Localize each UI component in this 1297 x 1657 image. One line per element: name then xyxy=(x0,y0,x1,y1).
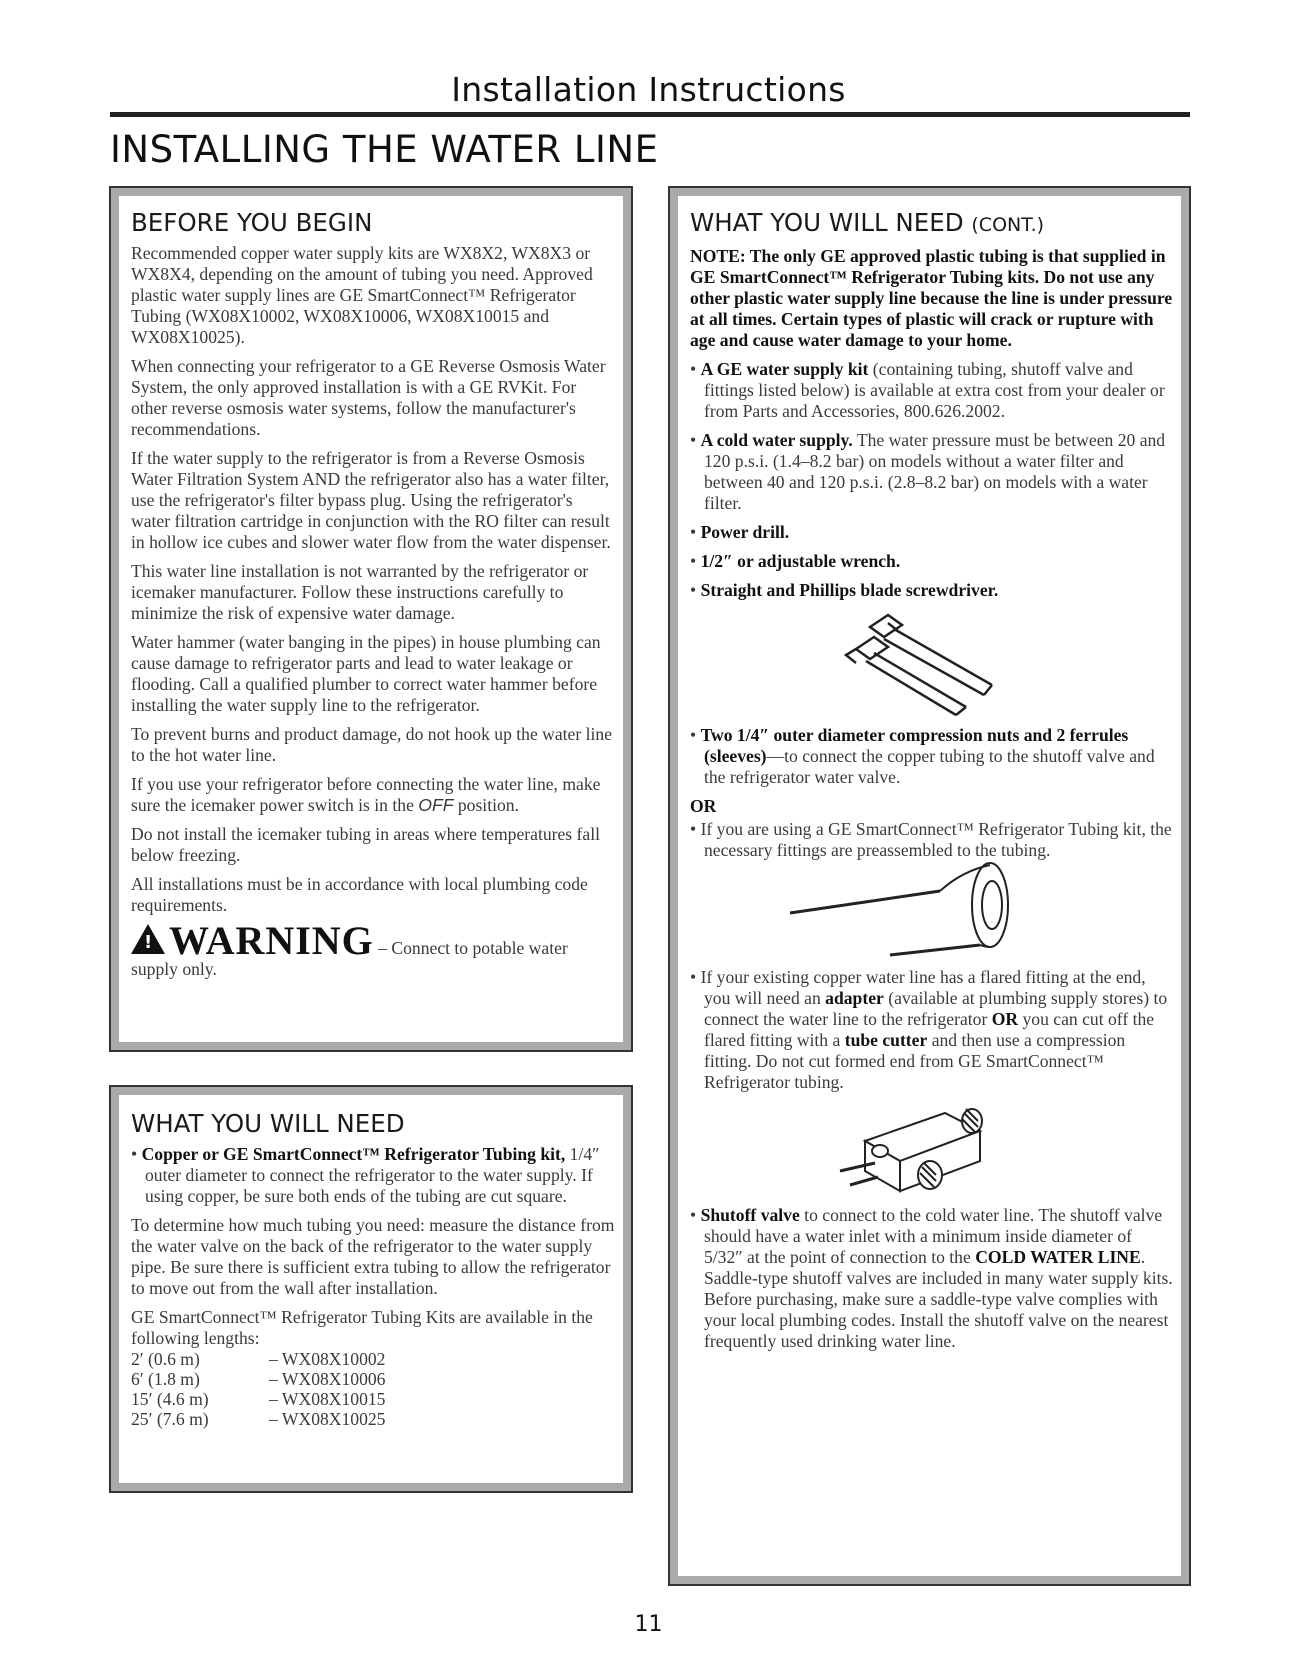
paragraph: Recommended copper water supply kits are WX8X2, WX8X3 or WX8X4, depending on the amount of tubing you need. Approved plastic water supply lines are GE SmartConnect™ Refrigerator Tubing (WX08X10002, WX08X10006, WX08X10015 and WX08X10025). xyxy=(131,243,593,347)
text: you can cut off the flared fitting with a xyxy=(704,1009,1155,1050)
list-item: • If your existing copper water line has a flared fitting at the end, you will need an adapter (available at plumbing supply stores) to connect the water line to the refrigerator OR you can cut off the flared fitting with a tube cutter and then use a compression fitting. Do not cut formed end from GE SmartConnect™ Refrigerator tubing. xyxy=(690,967,1168,1092)
paragraph: To determine how much tubing you need: measure the distance from the water valve on the back of the refrigerator to the water supply pipe. Be sure there is sufficient extra tubing to allow the refrigerator to move out from the wall after installation. xyxy=(131,1215,615,1298)
bold-text: Power drill. xyxy=(700,522,790,542)
text: position. xyxy=(453,795,519,815)
note-text: NOTE: The only GE approved plastic tubing is that supplied in GE SmartConnect™ Refrigerator Tubing kits. Do not use any other plastic water supply line because the line is under pressure at all times. Certain types of plastic will crack or rupture with age and cause water damage to your home. xyxy=(690,246,1173,350)
paragraph: GE SmartConnect™ Refrigerator Tubing Kits are available in the following lengths: xyxy=(131,1307,593,1348)
off-label: OFF xyxy=(418,795,454,815)
list-item: • Copper or GE SmartConnect™ Refrigerator Tubing kit, 1/4″ outer diameter to connect the refrigerator to the water supply. If using copper, be sure both ends of the tubing are cut square. xyxy=(131,1144,600,1206)
before-you-begin-box xyxy=(109,186,633,1052)
text: 1/4″ outer diameter to connect the refrigerator to the water supply. If using copper, be sure both ends of the tubing are cut square. xyxy=(145,1144,600,1206)
what-you-will-need-box xyxy=(109,1085,633,1493)
what-you-will-need-cont-title xyxy=(690,208,1174,237)
paragraph: To prevent burns and product damage, do not hook up the water line to the hot water line. xyxy=(131,724,613,765)
text: If you use your refrigerator before connecting the water line, make sure the icemaker power switch is in the xyxy=(131,774,601,815)
part-cell: – WX08X10015 xyxy=(269,1389,386,1409)
list-item: • Shutoff valve to connect to the cold water line. The shutoff valve should have a water inlet with a minimum inside diameter of 5/32″ at the point of connection to the COLD WATER LINE. Saddle-type shutoff valves are included in many water supply kits. Before purchasing, make sure a saddle-type valve complies with your local plumbing codes. Install the shutoff valve on the nearest frequently used drinking water line. xyxy=(690,1205,1173,1351)
length-cell: 6′ (1.8 m) xyxy=(131,1369,200,1389)
bold-text: adapter xyxy=(825,988,884,1008)
bold-text: 1/2″ or adjustable wrench. xyxy=(700,551,901,571)
list-item: • A cold water supply. The water pressure must be between 20 and 120 p.s.i. (1.4–8.2 bar) on models without a water filter and between 40 and 120 p.s.i. (2.8–8.2 bar) on models with a water filter. xyxy=(690,430,1166,513)
part-cell: – WX08X10006 xyxy=(269,1369,386,1389)
bold-text: OR xyxy=(991,1009,1019,1029)
warning xyxy=(131,918,615,980)
list-item: • If you are using a GE SmartConnect™ Refrigerator Tubing kit, the necessary fittings are preassembled to the tubing. xyxy=(690,819,1172,860)
compression-nuts-illustration xyxy=(690,609,1174,719)
text: If you are using a GE SmartConnect™ Refrigerator Tubing kit, the necessary fittings are preassembled to the tubing. xyxy=(700,819,1172,860)
text: . Saddle-type shutoff valves are included in many water supply kits. Before purchasing, make sure a saddle-type valve complies with your local plumbing codes. Install the shutoff valve on the nearest frequently used drinking water line. xyxy=(704,1247,1173,1351)
paragraph: Water hammer (water banging in the pipes) in house plumbing can cause damage to refrigerator parts and lead to water leakage or flooding. Call a qualified plumber to correct water hammer before installing the water supply line to the refrigerator. xyxy=(131,632,601,715)
length-cell: 15′ (4.6 m) xyxy=(131,1389,209,1409)
paragraph xyxy=(131,774,615,816)
before-you-begin-title: BEFORE YOU BEGIN xyxy=(131,208,373,237)
bold-text: Copper or GE SmartConnect™ Refrigerator Tubing kit, xyxy=(141,1144,566,1164)
bold-text: A cold water supply. xyxy=(700,430,853,450)
paragraph: If the water supply to the refrigerator is from a Reverse Osmosis Water Filtration System AND the refrigerator also has a water filter, use the refrigerator's filter bypass plug. Using the refrigerator's water filtration cartridge in conjunction with the RO filter can result in hollow ice cubes and slower water flow from the water dispenser. xyxy=(131,448,611,552)
text: If your existing copper water line has a flared fitting at the end, you will need an xyxy=(700,967,1146,1008)
paragraph: Do not install the icemaker tubing in areas where temperatures fall below freezing. xyxy=(131,824,600,865)
text: to connect to the cold water line. The shutoff valve should have a water inlet with a minimum inside diameter of 5/32″ at the point of connection to the xyxy=(704,1205,1163,1267)
text: (containing tubing, shutoff valve and fittings listed below) is available at extra cost from your dealer or from Parts and Accessories, 800.626.2002. xyxy=(704,359,1165,421)
what-you-will-need-content xyxy=(131,1109,615,1429)
list-item: • Straight and Phillips blade screwdriver. xyxy=(690,580,999,600)
text: The water pressure must be between 20 and 120 p.s.i. (1.4–8.2 bar) on models without a water filter and between 40 and 120 p.s.i. (2.8–8.2 bar) on models with a water filter. xyxy=(704,430,1166,513)
header-title: Installation Instructions xyxy=(451,70,846,109)
what-you-will-need-cont-box xyxy=(668,186,1191,1586)
section-title: INSTALLING THE WATER LINE xyxy=(110,128,659,171)
list-item: • A GE water supply kit (containing tubing, shutoff valve and fittings listed below) is available at extra cost from your dealer or from Parts and Accessories, 800.626.2002. xyxy=(690,359,1165,421)
bold-text: tube cutter xyxy=(844,1030,928,1050)
bold-text: Shutoff valve xyxy=(700,1205,800,1225)
paragraph: All installations must be in accordance with local plumbing code requirements. xyxy=(131,874,588,915)
paragraph: When connecting your refrigerator to a GE Reverse Osmosis Water System, the only approved installation is with a GE RVKit. For other reverse osmosis water systems, follow the manufacturer's recommendations. xyxy=(131,356,606,439)
length-cell: 2′ (0.6 m) xyxy=(131,1349,200,1369)
or-text: OR xyxy=(690,796,717,816)
what-you-will-need-cont-content xyxy=(690,208,1174,1360)
warning-text: – Connect to potable water supply only. xyxy=(131,938,568,979)
what-you-will-need-title: WHAT YOU WILL NEED xyxy=(131,1109,405,1138)
list-item: • Two 1/4″ outer diameter compression nuts and 2 ferrules (sleeves)—to connect the copper tubing to the shutoff valve and the refrigerator water valve. xyxy=(690,725,1155,787)
part-cell: – WX08X10025 xyxy=(269,1409,386,1429)
list-item: • 1/2″ or adjustable wrench. xyxy=(690,551,901,571)
length-cell: 25′ (7.6 m) xyxy=(131,1409,209,1429)
header-rule xyxy=(110,112,1190,117)
list-item: • Power drill. xyxy=(690,522,790,542)
bold-text: Two 1/4″ outer diameter compression nuts and 2 ferrules (sleeves) xyxy=(700,725,1129,766)
page-number: 11 xyxy=(634,1612,663,1637)
text: and then use a compression fitting. Do not cut formed end from GE SmartConnect™ Refrigerator tubing. xyxy=(704,1030,1126,1092)
bold-text: Straight and Phillips blade screwdriver. xyxy=(700,580,999,600)
smartconnect-tubing-illustration xyxy=(690,851,1174,961)
shutoff-valve-illustration xyxy=(690,1101,1174,1197)
or-label xyxy=(690,796,1174,817)
title-text: WHAT YOU WILL NEED xyxy=(690,208,964,237)
warning-icon: ! xyxy=(131,924,165,954)
paragraph: This water line installation is not warranted by the refrigerator or icemaker manufacturer. Follow these instructions carefully to minimize the risk of expensive water damage. xyxy=(131,561,589,623)
bold-text: COLD WATER LINE xyxy=(975,1247,1141,1267)
part-cell: – WX08X10002 xyxy=(269,1349,386,1369)
note xyxy=(690,246,1174,351)
text: (available at plumbing supply stores) to connect the water line to the refrigerator xyxy=(704,988,1168,1029)
bold-text: A GE water supply kit xyxy=(700,359,869,379)
warning-word: WARNING xyxy=(169,918,374,963)
before-you-begin-content xyxy=(131,208,615,988)
title-cont: (CONT.) xyxy=(971,214,1045,236)
text: —to connect the copper tubing to the shutoff valve and the refrigerator water valve. xyxy=(704,746,1155,787)
tubing-lengths-table xyxy=(131,1349,615,1429)
